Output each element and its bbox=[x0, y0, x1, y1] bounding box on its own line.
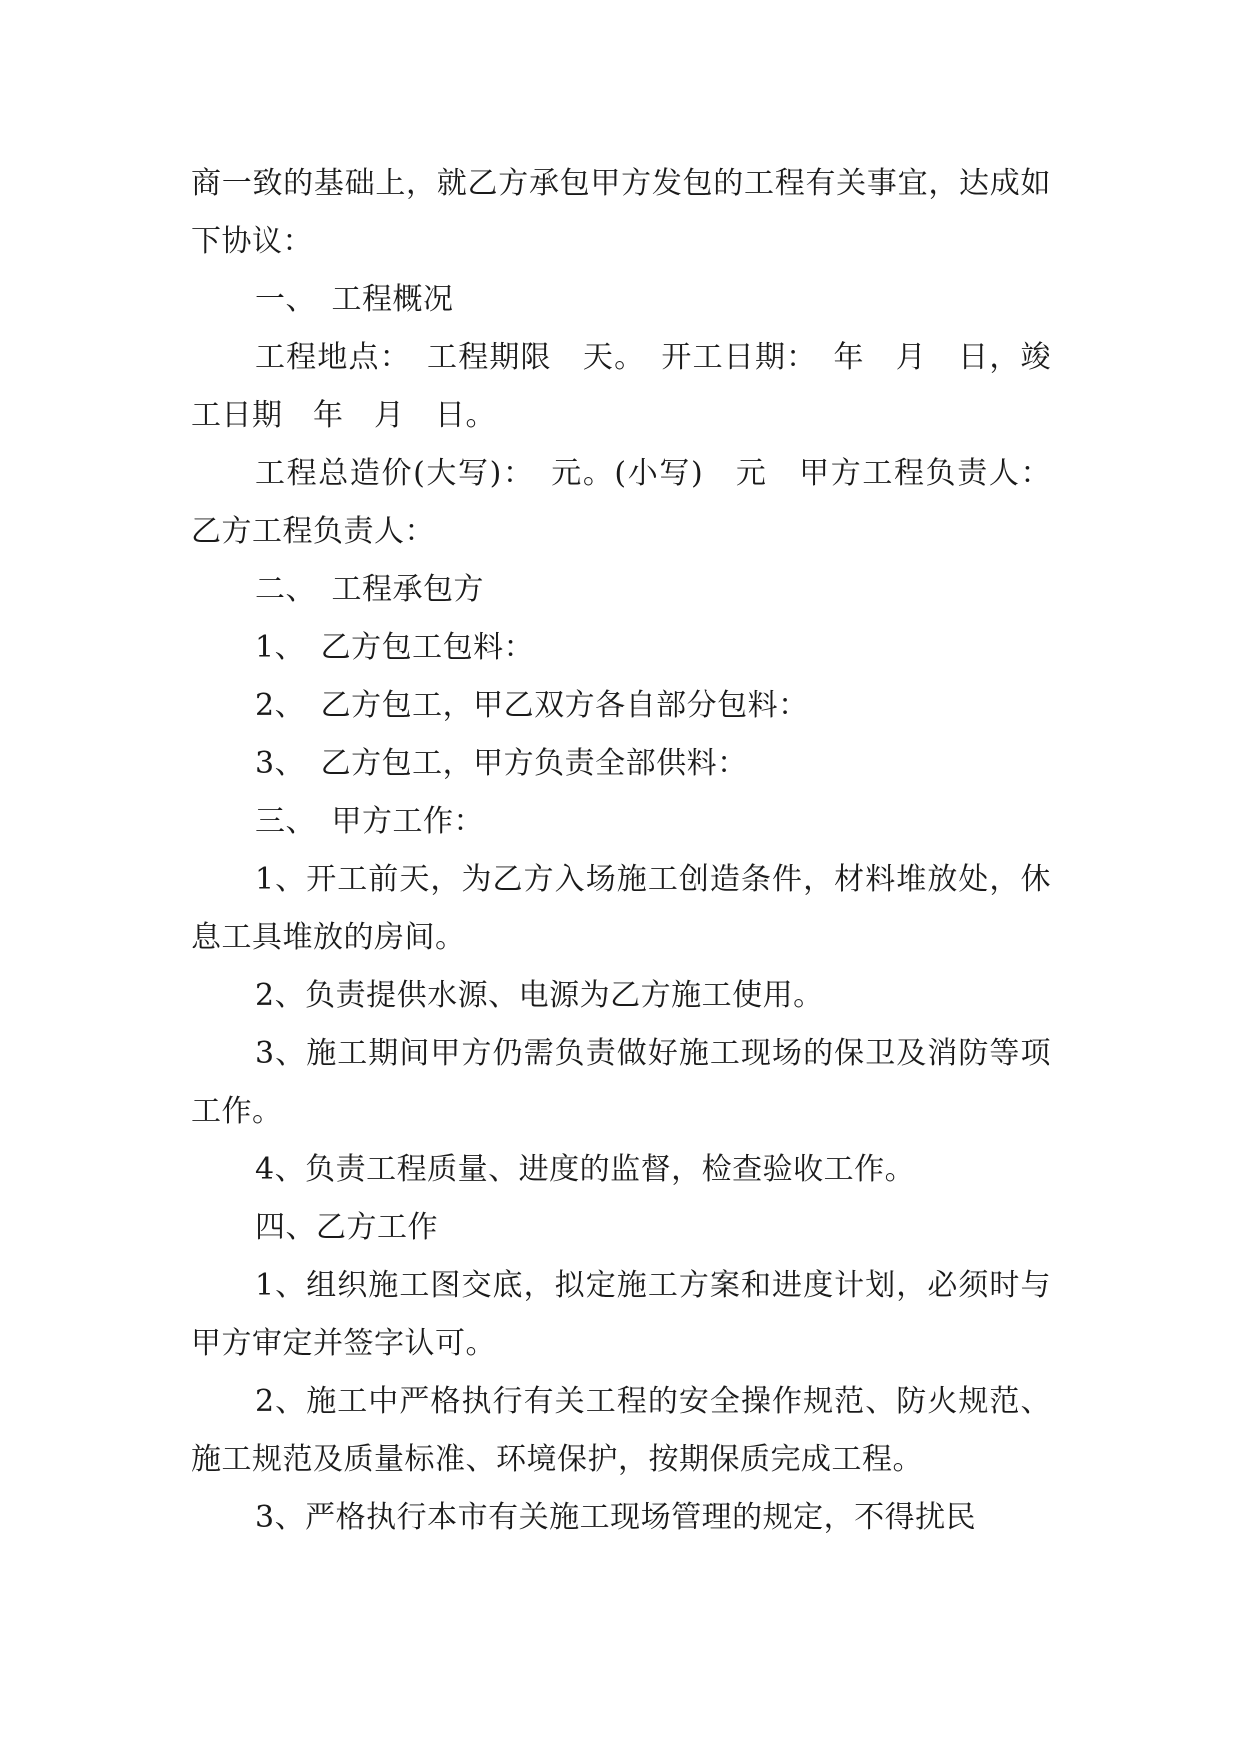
document-body bbox=[191, 155, 1051, 1547]
list-item-party-a-duty-1: 1、开工前天，为乙方入场施工创造条件，材料堆放处，休息工具堆放的房间。 bbox=[191, 862, 1051, 955]
paragraph-project-location-dates: 工程地点： 工程期限 天。 开工日期： 年 月 日，竣工日期 年 月 日。 bbox=[191, 340, 1051, 433]
section-heading-project-overview: 一、 工程概况 bbox=[255, 282, 454, 317]
list-item-contract-option-1: 1、 乙方包工包料： bbox=[255, 630, 535, 665]
list-item-party-a-duty-4: 4、负责工程质量、进度的监督，检查验收工作。 bbox=[255, 1152, 916, 1187]
section-heading-party-a-duties: 三、 甲方工作： bbox=[255, 804, 484, 839]
section-heading-party-b-duties: 四、乙方工作 bbox=[255, 1210, 438, 1245]
list-item-contract-option-2: 2、 乙方包工，甲乙双方各自部分包料： bbox=[255, 688, 809, 723]
list-item-party-a-duty-3: 3、施工期间甲方仍需负责做好施工现场的保卫及消防等项工作。 bbox=[191, 1036, 1051, 1129]
section-heading-contracting-mode: 二、 工程承包方 bbox=[255, 572, 484, 607]
list-item-party-a-duty-2: 2、负责提供水源、电源为乙方施工使用。 bbox=[255, 978, 824, 1013]
list-item-party-b-duty-3: 3、严格执行本市有关施工现场管理的规定，不得扰民 bbox=[255, 1500, 977, 1535]
list-item-contract-option-3: 3、 乙方包工，甲方负责全部供料： bbox=[255, 746, 748, 781]
paragraph-intro-continuation: 商一致的基础上，就乙方承包甲方发包的工程有关事宜，达成如下协议： bbox=[191, 166, 1051, 259]
paragraph-project-cost-responsible: 工程总造价(大写)： 元。(小写) 元 甲方工程负责人：乙方工程负责人： bbox=[191, 456, 1051, 549]
list-item-party-b-duty-2: 2、施工中严格执行有关工程的安全操作规范、防火规范、施工规范及质量标准、环境保护，按期保质完成工程。 bbox=[191, 1384, 1051, 1477]
list-item-party-b-duty-1: 1、组织施工图交底，拟定施工方案和进度计划，必须时与甲方审定并签字认可。 bbox=[191, 1268, 1051, 1361]
